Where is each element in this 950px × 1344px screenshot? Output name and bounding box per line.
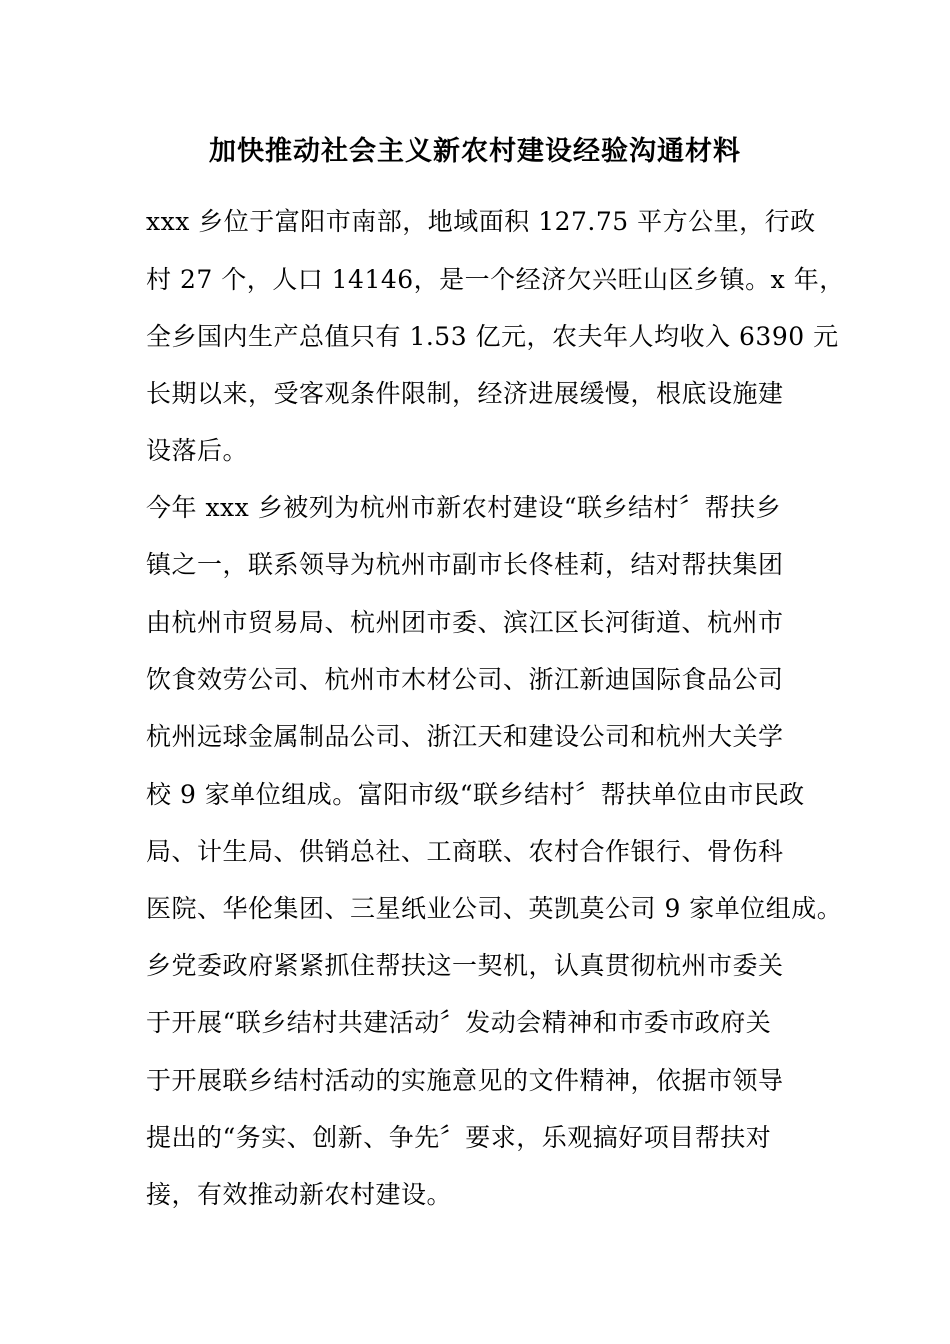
paragraph-2-line: 乡党委政府紧紧抓住帮扶这一契机，认真贯彻杭州市委关 [146, 951, 784, 980]
paragraph-2-line: 杭州远球金属制品公司、浙江天和建设公司和杭州大关学 [146, 722, 784, 751]
document-title: 加快推动社会主义新农村建设经验沟通材料 [209, 136, 741, 167]
paragraph-2-line: 医院、华伦集团、三星纸业公司、英凯莫公司 9 家单位组成。 [146, 894, 843, 923]
paragraph-2-line: 镇之一，联系领导为杭州市副市长佟桂莉，结对帮扶集团 [146, 550, 784, 579]
paragraph-2-line: 提出的“务实、创新、争先〞要求，乐观搞好项目帮扶对 [146, 1123, 772, 1152]
paragraph-1-line: xxx 乡位于富阳市南部，地域面积 127.75 平方公里，行政 [146, 207, 816, 236]
paragraph-1-line: 设落后。 [146, 436, 249, 465]
paragraph-1-line: 长期以来，受客观条件限制，经济进展缓慢，根底设施建 [146, 379, 784, 408]
paragraph-2-line: 于开展“联乡结村共建活动〞发动会精神和市委市政府关 [146, 1008, 772, 1037]
paragraph-2-line: 于开展联乡结村活动的实施意见的文件精神，依据市领导 [146, 1066, 784, 1095]
paragraph-2-line: 校 9 家单位组成。富阳市级“联乡结村〞帮扶单位由市民政 [146, 780, 805, 809]
paragraph-2-line: 局、计生局、供销总社、工商联、农村合作银行、骨伤科 [146, 837, 784, 866]
paragraph-1-line: 全乡国内生产总值只有 1.53 亿元，农夫年人均收入 6390 元 [146, 322, 839, 351]
paragraph-2-line: 由杭州市贸易局、杭州团市委、滨江区长河街道、杭州市 [146, 608, 784, 637]
paragraph-1-line: 村 27 个，人口 14146，是一个经济欠兴旺山区乡镇。x 年， [146, 265, 845, 294]
paragraph-2-line: 今年 xxx 乡被列为杭州市新农村建设“联乡结村〞帮扶乡 [146, 493, 781, 522]
paragraph-2-line: 饮食效劳公司、杭州市木材公司、浙江新迪国际食品公司 [146, 665, 784, 694]
paragraph-2-line: 接，有效推动新农村建设。 [146, 1180, 453, 1209]
